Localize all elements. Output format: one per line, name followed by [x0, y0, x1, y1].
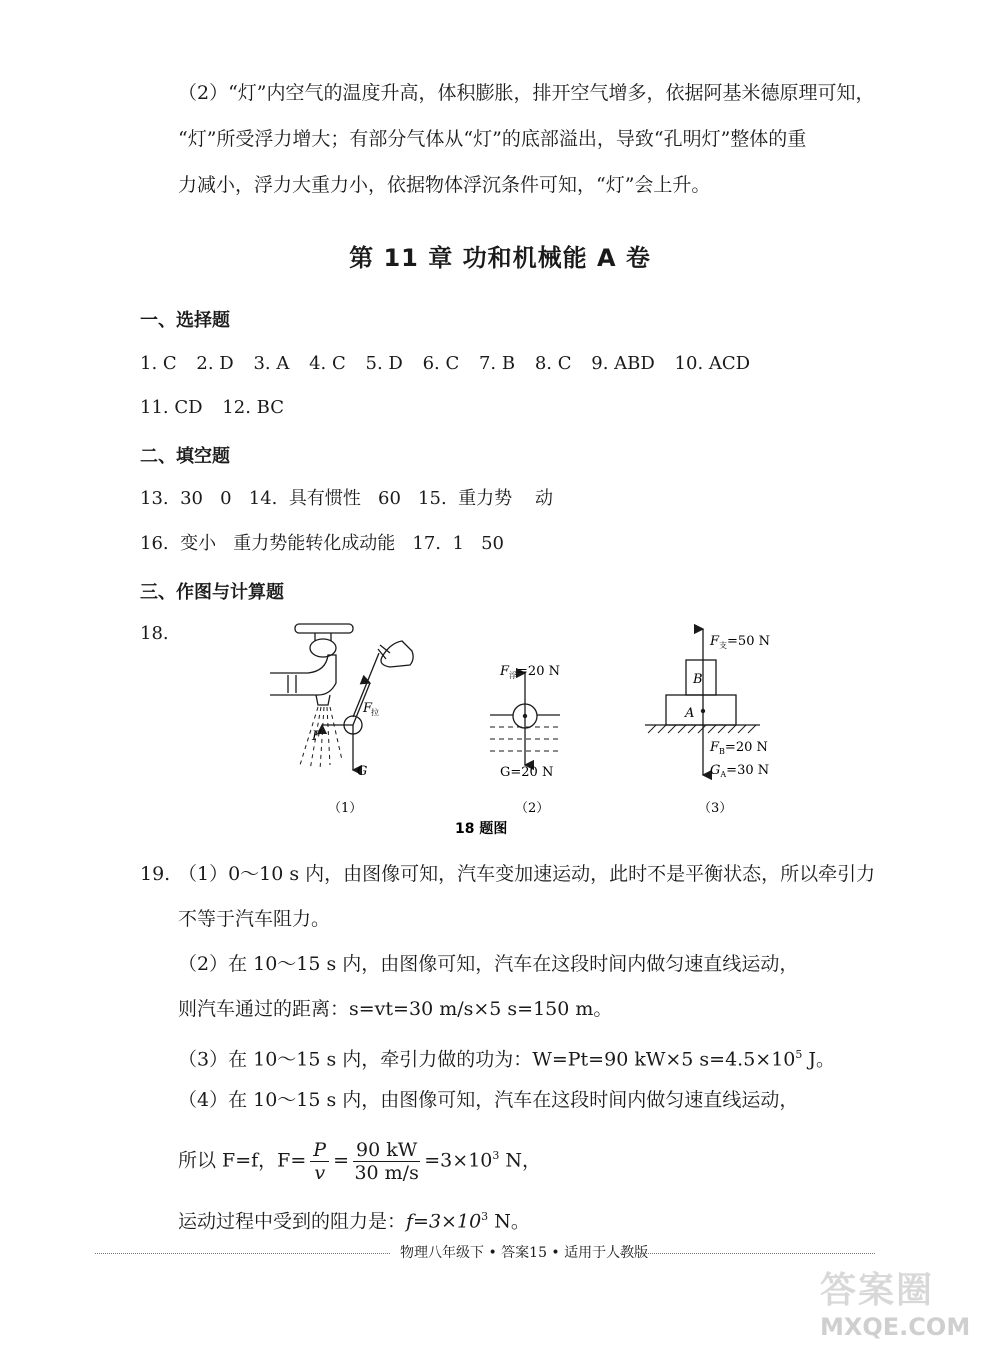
q19-part2-line2 [178, 997, 612, 1021]
fig3-ga-sub: A [720, 770, 727, 779]
question-18-number: 18. [140, 623, 169, 644]
watermark-logo [820, 1262, 990, 1342]
section-heading-calc: 三、作图与计算题 [140, 582, 284, 603]
q19-part3-formula: W=Pt=90 kW×5 s=4.5×10 [532, 1048, 796, 1071]
fraction-numerator: P [310, 1139, 329, 1162]
fig3-top-sub: 支 [719, 641, 728, 650]
fill-answers-row-1: 13. 30 0 14. 具有惯性 60 15. 重力势 动 [140, 488, 554, 509]
answer-item: 12. BC [222, 397, 284, 418]
paragraph-line-1: （2）“灯”内空气的温度升高，体积膨胀，排开空气增多，依据阿基米德原理可知， [178, 82, 875, 104]
fig3-top-f: F [710, 634, 720, 649]
answer-item: 11. CD [140, 397, 203, 418]
watermark-bottom: MXQE.COM [820, 1313, 971, 1341]
answer-item: 4. C [309, 353, 346, 374]
q19-part3-exponent: 5 [795, 1048, 803, 1061]
q19-part5-exponent: 3 [481, 1210, 489, 1223]
fig1-g-label: G [357, 764, 368, 779]
fraction-p-over-v [310, 1139, 329, 1184]
fraction-denominator: v [314, 1161, 326, 1184]
fig3-fb-f: F [710, 740, 720, 755]
fig3-caption: （3） [698, 801, 733, 816]
fig1-f2-label: F [312, 729, 322, 744]
fig2-bottom-label: G=20 N [500, 765, 554, 780]
answer-item: 1. C [140, 353, 177, 374]
figure-caption: 18 题图 [455, 821, 508, 837]
q19-part5-prefix: 运动过程中受到的阻力是： [178, 1210, 407, 1233]
fraction-numerator: 90 kW [353, 1139, 420, 1162]
chapter-title: 第 11 章 功和机械能 A 卷 [349, 244, 651, 272]
fig3-fb-sub: B [719, 747, 725, 756]
answer-item: 10. ACD [674, 353, 751, 374]
fig3-fb-label [709, 740, 768, 756]
section-heading-fill: 二、填空题 [140, 446, 230, 467]
q19-part4-unit: N， [499, 1149, 542, 1172]
footer-dots-right [620, 1253, 875, 1254]
fig1-f-sub: 拉 [371, 708, 379, 717]
figure-2-floating-ball [490, 673, 560, 765]
q19-part5-unit: N。 [488, 1210, 530, 1233]
q19-part3-line [178, 1043, 835, 1071]
fig3-top-label [709, 634, 770, 650]
q19-part4-equals: = [333, 1149, 349, 1172]
fig2-top-label [499, 664, 560, 680]
answer-item: 8. C [534, 353, 572, 374]
paragraph-line-3: 力减小，浮力大重力小，依据物体浮沉条件可知，“灯”会上升。 [178, 174, 711, 196]
fig1-f-label: F [363, 701, 373, 716]
fig1-caption: （1） [328, 801, 363, 816]
fig2-caption: （2） [515, 801, 550, 816]
choice-answers-row-2 [140, 396, 298, 420]
section-heading-choice: 一、选择题 [140, 310, 230, 331]
page-footer [95, 1242, 875, 1266]
q19-part2-line1: （2）在 10～15 s 内，由图像可知，汽车在这段时间内做匀速直线运动， [178, 953, 799, 975]
fraction-values [353, 1139, 420, 1184]
paragraph-line-2: “灯”所受浮力增大；有部分气体从“灯”的底部溢出，导致“孔明灯”整体的重 [178, 128, 807, 150]
q19-part4-line1: （4）在 10～15 s 内，由图像可知，汽车在这段时间内做匀速直线运动， [178, 1089, 799, 1111]
figure-1-tap-ball [270, 624, 413, 770]
q19-part2-prefix: 则汽车通过的距离： [178, 998, 350, 1020]
fraction-denominator: 30 m/s [354, 1161, 419, 1184]
q19-part5-formula: f=3×10 [406, 1210, 482, 1233]
answer-item: 7. B [478, 353, 516, 374]
fig2-top-sub: 浮 [509, 671, 518, 680]
fig3-ga-label [710, 763, 769, 779]
fig3-b-label: B [693, 672, 703, 687]
fig3-fb-val: =20 N [724, 740, 768, 755]
fill-answers-row-2: 16. 变小 重力势能转化成动能 17. 1 50 [140, 533, 504, 554]
q19-part1-line1: （1）0～10 s 内，由图像可知，汽车变加速运动，此时不是平衡状态，所以牵引力 [178, 863, 876, 885]
q19-part4-result: =3×10 [424, 1149, 493, 1172]
q19-part1-line2: 不等于汽车阻力。 [178, 908, 331, 930]
answer-item: 9. ABD [591, 353, 655, 374]
q19-part4-exponent: 3 [492, 1149, 500, 1162]
figure-18 [260, 615, 800, 840]
fig2-top-f: F [500, 664, 510, 679]
answer-item: 3. A [253, 353, 290, 374]
q19-part4-prefix: 所以 F=f，F= [178, 1149, 307, 1172]
fig2-top-val: =20 N [517, 664, 560, 679]
question-19-number: 19. [140, 863, 171, 885]
answer-item: 5. D [365, 353, 403, 374]
q19-part2-formula: s=vt=30 m/s×5 s=150 m。 [349, 998, 613, 1020]
fig3-ga-g: G [710, 763, 721, 778]
q19-part3-prefix: （3）在 10～15 s 内，牵引力做的功为： [178, 1048, 533, 1071]
q19-part3-unit: J。 [802, 1048, 836, 1071]
footer-dots-left [95, 1253, 390, 1254]
footer-text: 物理八年级下 • 答案15 • 适用于人教版 [400, 1245, 649, 1261]
choice-answers-row-1 [140, 352, 764, 376]
fig3-top-val: =50 N [727, 634, 770, 649]
q19-part4-line2 [178, 1132, 541, 1184]
answer-item: 6. C [422, 353, 460, 374]
answer-item: 2. D [196, 353, 234, 374]
q19-part5-line [178, 1205, 530, 1233]
fig3-ga-val: =30 N [726, 763, 770, 778]
fig3-a-label: A [685, 706, 695, 721]
watermark-top: 答案圈 [820, 1270, 935, 1311]
